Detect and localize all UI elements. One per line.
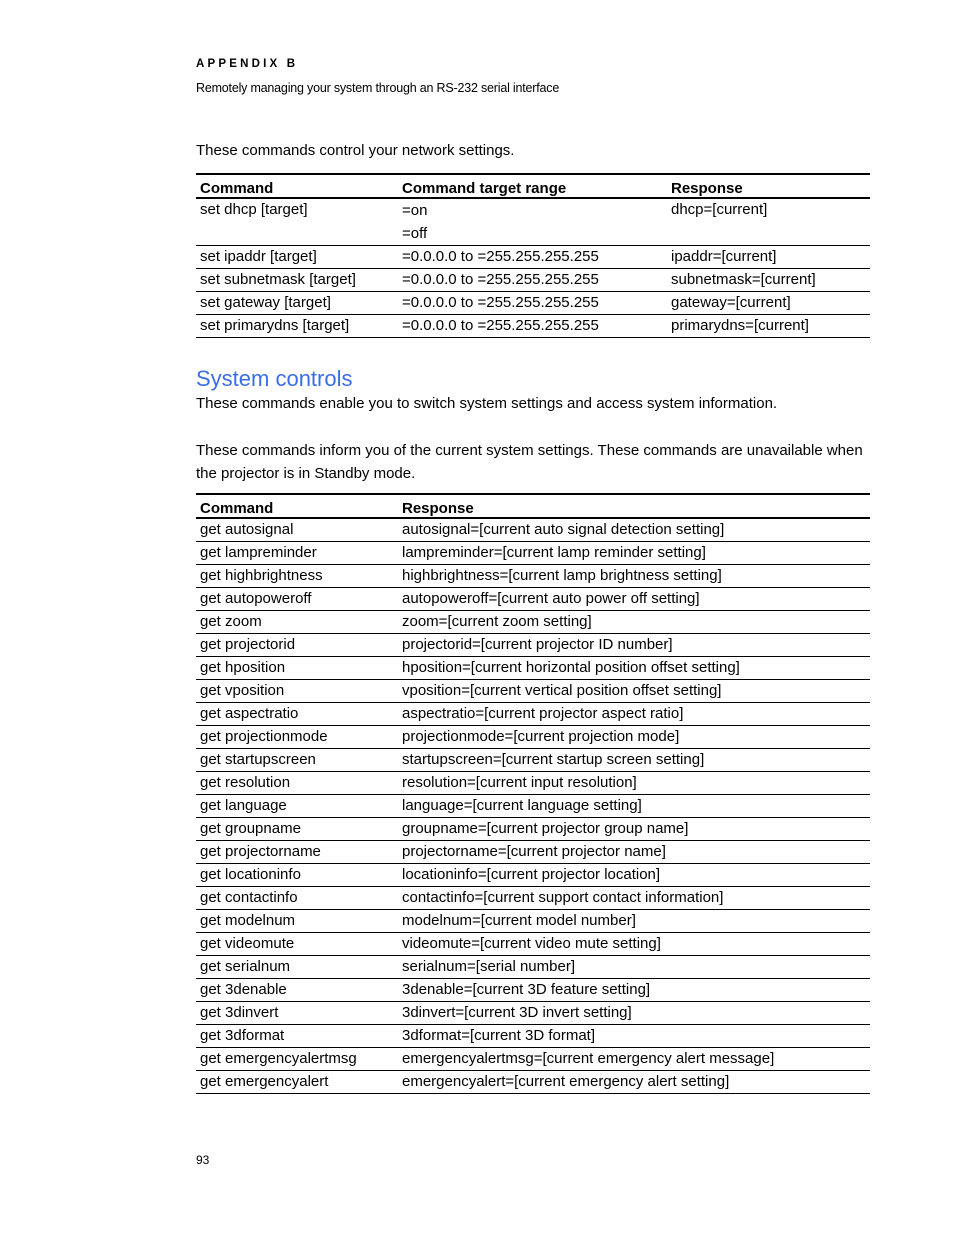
command-cell: set gateway [target] (196, 292, 398, 315)
command-cell: get emergencyalertmsg (196, 1048, 398, 1071)
appendix-label: APPENDIX B (196, 58, 299, 70)
range-value: =0.0.0.0 to =255.255.255.255 (402, 294, 599, 311)
command-cell: get 3dinvert (196, 1002, 398, 1025)
command-cell: get 3dformat (196, 1025, 398, 1048)
table-row (196, 657, 870, 680)
table-row (196, 634, 870, 657)
table-row (196, 956, 870, 979)
response-cell: 3dinvert=[current 3D invert setting] (398, 1002, 870, 1025)
table-row (196, 933, 870, 956)
table-row (196, 864, 870, 887)
system-table-body (196, 518, 870, 1094)
response-cell: locationinfo=[current projector location] (398, 864, 870, 887)
response-cell: highbrightness=[current lamp brightness setting] (398, 565, 870, 588)
response-cell: autopoweroff=[current auto power off setting] (398, 588, 870, 611)
table-row (196, 703, 870, 726)
column-header: Command (196, 174, 398, 198)
column-header: Command target range (398, 174, 667, 198)
table-header-row (196, 174, 870, 198)
command-cell: set ipaddr [target] (196, 246, 398, 269)
table-row (196, 749, 870, 772)
table-row (196, 1002, 870, 1025)
response-cell: ipaddr=[current] (667, 246, 870, 269)
command-cell: get language (196, 795, 398, 818)
command-cell: get projectorname (196, 841, 398, 864)
table-row (196, 1071, 870, 1094)
response-cell: aspectratio=[current projector aspect ratio] (398, 703, 870, 726)
command-cell: get serialnum (196, 956, 398, 979)
system-intro: These commands enable you to switch system settings and access system information. (196, 395, 778, 412)
table-row (196, 726, 870, 749)
command-cell: set dhcp [target] (196, 198, 398, 246)
response-cell: subnetmask=[current] (667, 269, 870, 292)
network-intro: These commands control your network settings. (196, 142, 515, 159)
response-cell: startupscreen=[current startup screen setting] (398, 749, 870, 772)
response-cell: modelnum=[current model number] (398, 910, 870, 933)
response-cell: language=[current language setting] (398, 795, 870, 818)
command-cell: set subnetmask [target] (196, 269, 398, 292)
command-cell: get locationinfo (196, 864, 398, 887)
command-cell: get contactinfo (196, 887, 398, 910)
table-row (196, 292, 870, 315)
command-cell: get highbrightness (196, 565, 398, 588)
system-commands-table (196, 493, 870, 1094)
table-row (196, 611, 870, 634)
command-cell: get emergencyalert (196, 1071, 398, 1094)
response-cell: lampreminder=[current lamp reminder setting] (398, 542, 870, 565)
command-cell: get zoom (196, 611, 398, 634)
response-cell: hposition=[current horizontal position offset setting] (398, 657, 870, 680)
table-row (196, 198, 870, 246)
command-cell: get startupscreen (196, 749, 398, 772)
range-value: =0.0.0.0 to =255.255.255.255 (402, 271, 599, 288)
response-cell: projectorname=[current projector name] (398, 841, 870, 864)
table-row (196, 565, 870, 588)
response-cell: groupname=[current projector group name] (398, 818, 870, 841)
response-cell: resolution=[current input resolution] (398, 772, 870, 795)
response-cell: gateway=[current] (667, 292, 870, 315)
response-cell: dhcp=[current] (667, 198, 870, 246)
response-cell: autosignal=[current auto signal detection setting] (398, 518, 870, 542)
response-cell: serialnum=[serial number] (398, 956, 870, 979)
command-cell: get aspectratio (196, 703, 398, 726)
command-cell: get projectionmode (196, 726, 398, 749)
system-note: These commands inform you of the current system settings. These commands are unavailable when the projector is in Standby mode. (196, 442, 863, 482)
table-row (196, 246, 870, 269)
table-header-row (196, 494, 870, 518)
response-cell: videomute=[current video mute setting] (398, 933, 870, 956)
range-cell (398, 292, 667, 315)
table-row (196, 910, 870, 933)
command-cell: set primarydns [target] (196, 315, 398, 338)
table-row (196, 979, 870, 1002)
command-cell: get videomute (196, 933, 398, 956)
section-title: System controls (196, 366, 353, 391)
network-commands-table (196, 173, 870, 338)
command-cell: get autosignal (196, 518, 398, 542)
command-cell: get resolution (196, 772, 398, 795)
response-cell: zoom=[current zoom setting] (398, 611, 870, 634)
table-row (196, 269, 870, 292)
range-value: =on (402, 202, 428, 219)
table-row (196, 680, 870, 703)
column-header: Response (667, 174, 870, 198)
response-cell: projectionmode=[current projection mode] (398, 726, 870, 749)
command-cell: get modelnum (196, 910, 398, 933)
table-row (196, 818, 870, 841)
range-cell (398, 198, 667, 246)
table-row (196, 772, 870, 795)
response-cell: emergencyalert=[current emergency alert setting] (398, 1071, 870, 1094)
table-row (196, 1048, 870, 1071)
response-cell: emergencyalertmsg=[current emergency alert message] (398, 1048, 870, 1071)
table-row (196, 518, 870, 542)
table-row (196, 588, 870, 611)
command-cell: get projectorid (196, 634, 398, 657)
response-cell: primarydns=[current] (667, 315, 870, 338)
range-cell (398, 269, 667, 292)
table-row (196, 887, 870, 910)
response-cell: 3denable=[current 3D feature setting] (398, 979, 870, 1002)
network-table-body (196, 198, 870, 338)
range-value: =0.0.0.0 to =255.255.255.255 (402, 248, 599, 265)
response-cell: vposition=[current vertical position offset setting] (398, 680, 870, 703)
command-cell: get lampreminder (196, 542, 398, 565)
range-value: =off (402, 225, 428, 242)
command-cell: get groupname (196, 818, 398, 841)
command-cell: get autopoweroff (196, 588, 398, 611)
table-row (196, 315, 870, 338)
table-row (196, 795, 870, 818)
range-cell (398, 315, 667, 338)
column-header: Response (398, 494, 870, 518)
command-cell: get hposition (196, 657, 398, 680)
range-value: =0.0.0.0 to =255.255.255.255 (402, 317, 599, 334)
chapter-subtitle: Remotely managing your system through an RS-232 serial interface (196, 81, 560, 95)
command-cell: get 3denable (196, 979, 398, 1002)
page-number: 93 (196, 1153, 210, 1167)
table-row (196, 841, 870, 864)
response-cell: 3dformat=[current 3D format] (398, 1025, 870, 1048)
table-row (196, 1025, 870, 1048)
column-header: Command (196, 494, 398, 518)
table-row (196, 542, 870, 565)
response-cell: contactinfo=[current support contact information] (398, 887, 870, 910)
range-cell (398, 246, 667, 269)
response-cell: projectorid=[current projector ID number] (398, 634, 870, 657)
command-cell: get vposition (196, 680, 398, 703)
